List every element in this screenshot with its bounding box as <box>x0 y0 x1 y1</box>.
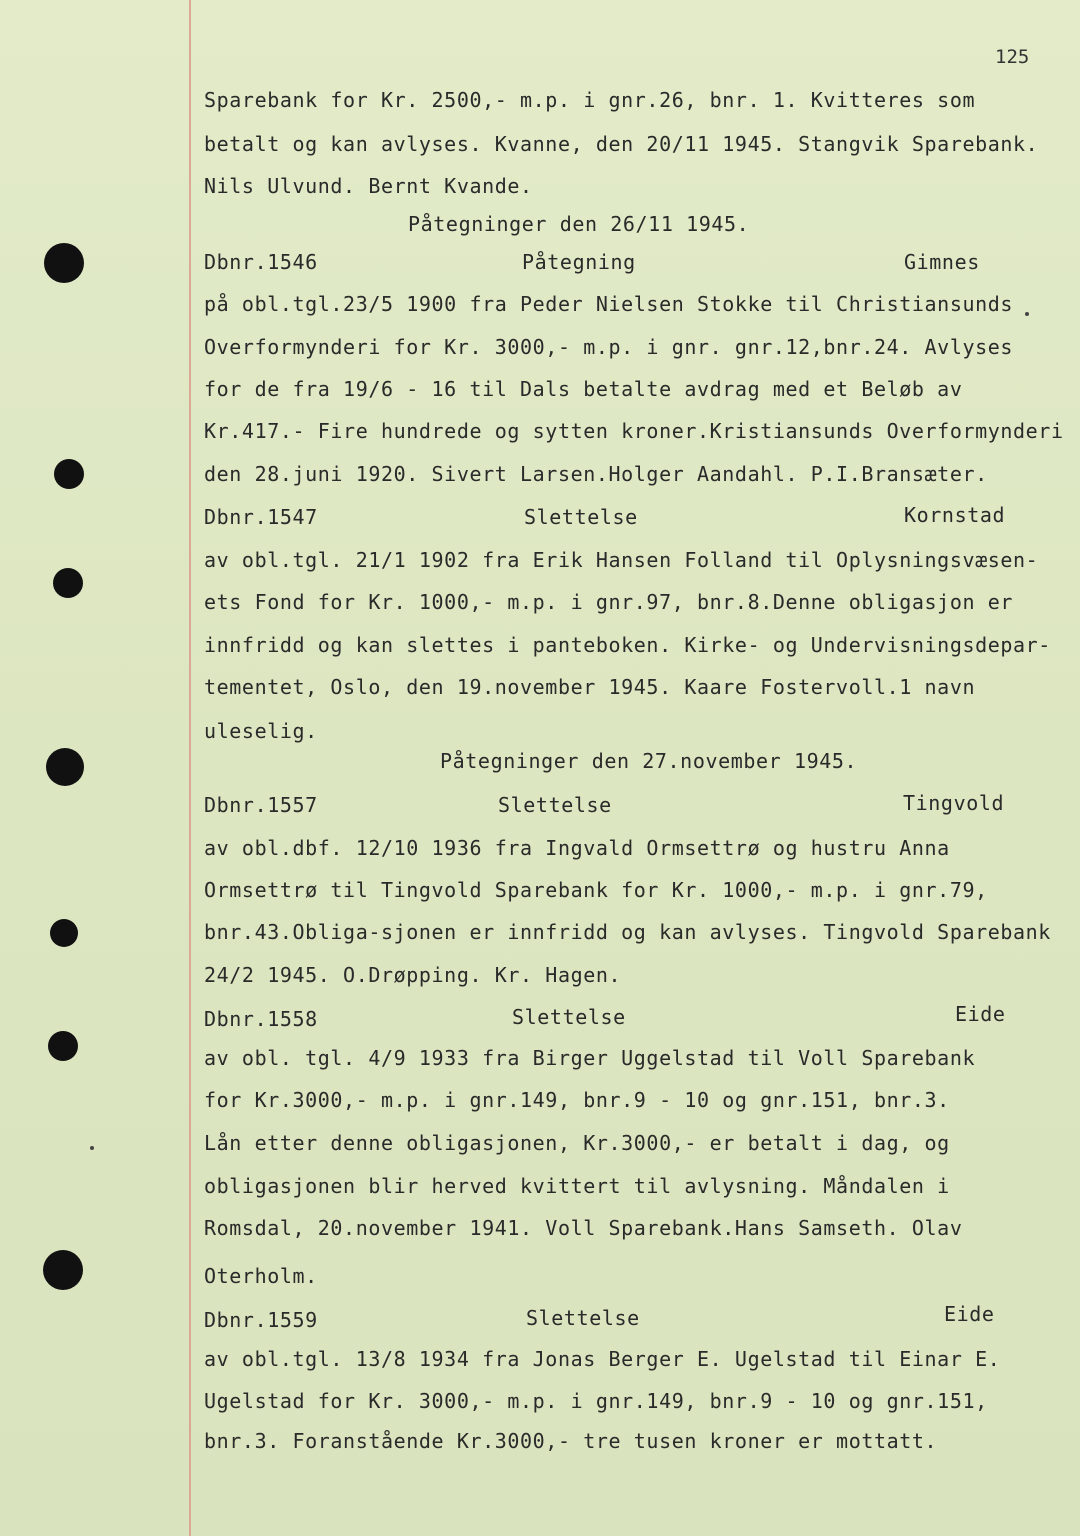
text-line: Romsdal, 20.november 1941. Voll Sparebank.Hans Samseth. Olav <box>204 1216 963 1240</box>
entry-number: Dbnr.1559 <box>204 1308 318 1332</box>
punch-hole <box>46 748 84 786</box>
entry-place: Kornstad <box>904 503 1006 527</box>
punch-hole <box>48 1031 78 1061</box>
text-line: av obl. tgl. 4/9 1933 fra Birger Uggelstad til Voll Sparebank <box>204 1046 976 1070</box>
text-line: Kr.417.- Fire hundrede og sytten kroner.Kristiansunds Overformynderi <box>204 419 1064 443</box>
text-line: Oterholm. <box>204 1264 318 1288</box>
punch-hole <box>44 243 84 283</box>
punch-hole <box>50 919 78 947</box>
text-line: av obl.dbf. 12/10 1936 fra Ingvald Ormsettrø og hustru Anna <box>204 836 950 860</box>
entry-type: Slettelse <box>512 1005 626 1029</box>
page-number: 125 <box>995 46 1030 68</box>
text-line: bnr.3. Foranstående Kr.3000,- tre tusen kroner er mottatt. <box>204 1429 938 1453</box>
text-line: på obl.tgl.23/5 1900 fra Peder Nielsen Stokke til Christiansunds <box>204 292 1014 316</box>
text-line: for de fra 19/6 - 16 til Dals betalte avdrag med et Beløb av <box>204 377 963 401</box>
text-line: Sparebank for Kr. 2500,- m.p. i gnr.26, bnr. 1. Kvitteres som <box>204 88 976 112</box>
text-line: Lån etter denne obligasjonen, Kr.3000,- er betalt i dag, og <box>204 1131 950 1155</box>
entry-type: Påtegning <box>522 250 636 274</box>
text-line: bnr.43.Obliga-sjonen er innfridd og kan avlyses. Tingvold Sparebank <box>204 920 1051 944</box>
text-line: for Kr.3000,- m.p. i gnr.149, bnr.9 - 10 og gnr.151, bnr.3. <box>204 1088 950 1112</box>
section-heading: Påtegninger den 26/11 1945. <box>408 212 750 236</box>
punch-hole <box>53 568 83 598</box>
text-line: obligasjonen blir herved kvittert til avlysning. Måndalen i <box>204 1174 950 1198</box>
entry-place: Eide <box>944 1302 995 1326</box>
entry-number: Dbnr.1558 <box>204 1007 318 1031</box>
text-line: 24/2 1945. O.Drøpping. Kr. Hagen. <box>204 963 622 987</box>
text-line: ets Fond for Kr. 1000,- m.p. i gnr.97, bnr.8.Denne obligasjon er <box>204 590 1014 614</box>
punch-hole <box>54 459 84 489</box>
text-line: Ugelstad for Kr. 3000,- m.p. i gnr.149, bnr.9 - 10 og gnr.151, <box>204 1389 988 1413</box>
entry-number: Dbnr.1557 <box>204 793 318 817</box>
text-line: Nils Ulvund. Bernt Kvande. <box>204 174 533 198</box>
text-line: uleselig. <box>204 719 318 743</box>
entry-place: Tingvold <box>903 791 1005 815</box>
text-line: Ormsettrø til Tingvold Sparebank for Kr. 1000,- m.p. i gnr.79, <box>204 878 988 902</box>
ink-dot <box>1025 312 1029 316</box>
text-line: innfridd og kan slettes i panteboken. Kirke- og Undervisningsdepar- <box>204 633 1051 657</box>
entry-type: Slettelse <box>524 505 638 529</box>
entry-number: Dbnr.1546 <box>204 250 318 274</box>
margin-rule <box>189 0 191 1536</box>
text-line: Overformynderi for Kr. 3000,- m.p. i gnr. gnr.12,bnr.24. Avlyses <box>204 335 1014 359</box>
text-line: av obl.tgl. 13/8 1934 fra Jonas Berger E. Ugelstad til Einar E. <box>204 1347 1001 1371</box>
text-line: den 28.juni 1920. Sivert Larsen.Holger Aandahl. P.I.Bransæter. <box>204 462 988 486</box>
ink-dot <box>90 1146 94 1150</box>
entry-type: Slettelse <box>498 793 612 817</box>
entry-place: Eide <box>955 1002 1006 1026</box>
punch-hole <box>43 1250 83 1290</box>
entry-place: Gimnes <box>904 250 980 274</box>
entry-number: Dbnr.1547 <box>204 505 318 529</box>
text-line: av obl.tgl. 21/1 1902 fra Erik Hansen Folland til Oplysningsvæsen- <box>204 548 1039 572</box>
text-line: betalt og kan avlyses. Kvanne, den 20/11 1945. Stangvik Sparebank. <box>204 132 1039 156</box>
entry-type: Slettelse <box>526 1306 640 1330</box>
section-heading: Påtegninger den 27.november 1945. <box>440 749 858 773</box>
text-line: tementet, Oslo, den 19.november 1945. Kaare Fostervoll.1 navn <box>204 675 976 699</box>
